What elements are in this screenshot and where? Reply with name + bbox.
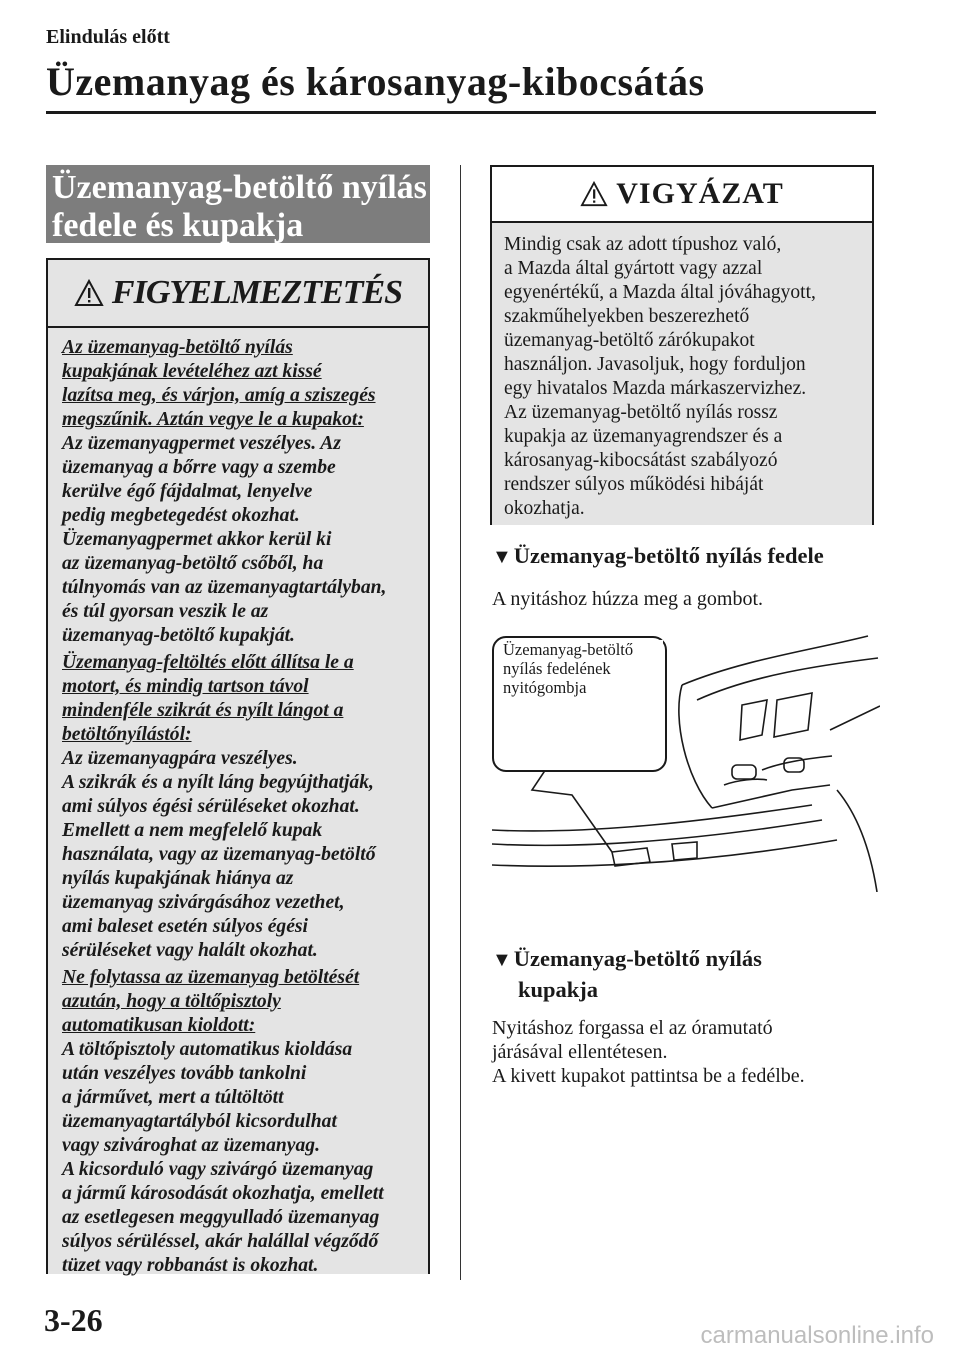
- warning-lead-line: kupakjának levételéhez azt kissé: [62, 361, 322, 382]
- caution-line: Az üzemanyag-betöltő nyílás rossz: [504, 402, 778, 423]
- warning-lead: [62, 966, 418, 1038]
- callout-label: Üzemanyag-betöltő nyílás fedelének nyitógombja: [503, 640, 663, 697]
- warning-lead-line: betöltőnyílástól:: [62, 724, 192, 745]
- warning-text-line: tüzet vagy robbanást is okozhat.: [62, 1255, 319, 1276]
- column-divider: [460, 165, 461, 1280]
- warning-lead-line: azután, hogy a töltőpisztoly: [62, 991, 281, 1012]
- warning-text-line: az esetlegesen meggyulladó üzemanyag: [62, 1207, 380, 1228]
- warning-lead-line: automatikusan kioldott:: [62, 1015, 256, 1036]
- section-header: [46, 165, 430, 243]
- warning-lead: [62, 651, 418, 747]
- warning-text-line: túlnyomás van az üzemanyagtartályban,: [62, 577, 387, 598]
- page-title: Üzemanyag és károsanyag-kibocsátás: [46, 59, 705, 104]
- caution-line: üzemanyag-betöltő zárókupakot: [504, 330, 755, 351]
- caution-line: használjon. Javasoljuk, hogy forduljon: [504, 354, 806, 375]
- caution-title: VIGYÁZAT: [616, 177, 784, 210]
- caution-header: [492, 167, 872, 223]
- warning-block-2: [62, 651, 418, 963]
- warning-text-line: üzemanyagtartályból kicsordulhat: [62, 1111, 337, 1132]
- paragraph-line: járásával ellentétesen.: [492, 1041, 668, 1063]
- page-number: 3-26: [44, 1302, 103, 1338]
- caution-line: a Mazda által gyártott vagy azzal: [504, 258, 763, 279]
- warning-text: [62, 1038, 418, 1278]
- warning-lead-line: megszűnik. Aztán vegye le a kupakot:: [62, 409, 364, 430]
- warning-text-line: után veszélyes tovább tankolni: [62, 1063, 307, 1084]
- warning-text-line: Üzemanyagpermet akkor kerül ki: [62, 529, 332, 550]
- warning-lead-line: Az üzemanyag-betöltő nyílás: [62, 337, 293, 358]
- warning-text-line: A szikrák és a nyílt láng begyújthatják,: [62, 772, 374, 793]
- warning-text-line: ami súlyos égési sérüléseket okozhat.: [62, 796, 360, 817]
- warning-text-line: Az üzemanyagpermet veszélyes. Az: [62, 433, 342, 454]
- warning-lead-line: Üzemanyag-feltöltés előtt állítsa le a: [62, 652, 354, 673]
- warning-text-line: ami baleset esetén súlyos égési: [62, 916, 308, 937]
- warning-lead-line: motort, és mindig tartson távol: [62, 676, 309, 697]
- warning-text-line: Emellett a nem megfelelő kupak: [62, 820, 323, 841]
- section-title-line1: Üzemanyag-betöltő nyílás: [52, 169, 427, 206]
- subsection-title: Üzemanyag-betöltő nyílás fedele: [513, 543, 824, 568]
- triangle-marker-icon: ▼: [492, 949, 512, 971]
- warning-text-line: használata, vagy az üzemanyag-betöltő: [62, 844, 376, 865]
- caution-box: [490, 165, 874, 525]
- warning-lead-line: lazítsa meg, és várjon, amíg a sziszegés: [62, 385, 376, 406]
- subsection-paragraph: [492, 587, 763, 611]
- warning-block-3: [62, 966, 418, 1278]
- subsection-title-line1: Üzemanyag-betöltő nyílás: [513, 946, 762, 971]
- paragraph-line: A nyitáshoz húzza meg a gombot.: [492, 588, 764, 610]
- warning-lead-line: mindenféle szikrát és nyílt lángot a: [62, 700, 344, 721]
- warning-text-line: a járművet, mert a túltöltött: [62, 1087, 284, 1108]
- section-title-line2: fedele és kupakja: [52, 207, 304, 244]
- warning-lead: [62, 336, 418, 432]
- warning-text-line: üzemanyag-betöltő kupakját.: [62, 625, 295, 646]
- warning-text-line: Az üzemanyagpára veszélyes.: [62, 748, 298, 769]
- warning-text-line: az üzemanyag-betöltő csőből, ha: [62, 553, 324, 574]
- caution-line: egyenértékű, a Mazda által jóváhagyott,: [504, 282, 816, 303]
- warning-text: [62, 432, 418, 648]
- warning-lead-line: Ne folytassa az üzemanyag betöltését: [62, 967, 360, 988]
- warning-block-1: [62, 336, 418, 648]
- caution-line: Mindig csak az adott típushoz való,: [504, 234, 782, 255]
- warning-text-line: pedig megbetegedést okozhat.: [62, 505, 300, 526]
- warning-text: [62, 747, 418, 963]
- warning-triangle-icon: [74, 279, 104, 307]
- subsection-heading-fuel-cap: [492, 944, 762, 1005]
- warning-text-line: üzemanyag a bőrre vagy a szembe: [62, 457, 336, 478]
- breadcrumb: Elindulás előtt: [46, 26, 170, 48]
- caution-line: kupakja az üzemanyagrendszer és a: [504, 426, 783, 447]
- warning-text-line: A töltőpisztoly automatikus kioldása: [62, 1039, 353, 1060]
- watermark: carmanualsonline.info: [700, 1322, 934, 1349]
- caution-triangle-icon: [580, 181, 608, 207]
- triangle-marker-icon: ▼: [492, 546, 512, 568]
- caution-body: [492, 223, 872, 525]
- warning-text-line: A kicsorduló vagy szivárgó üzemanyag: [62, 1159, 374, 1180]
- warning-text-line: nyílás kupakjának hiánya az: [62, 868, 294, 889]
- paragraph-line: A kivett kupakot pattintsa be a fedélbe.: [492, 1065, 805, 1087]
- title-rule: [46, 111, 876, 114]
- warning-text-line: súlyos sérüléssel, akár halállal végződő: [62, 1231, 379, 1252]
- warning-text-line: vagy szivároghat az üzemanyag.: [62, 1135, 320, 1156]
- caution-line: szakműhelyekben beszerezhető: [504, 306, 750, 327]
- subsection-title-line2: kupakja: [518, 977, 599, 1002]
- warning-text-line: sérüléseket vagy halált okozhat.: [62, 940, 318, 961]
- warning-title: FIGYELMEZTETÉS: [111, 274, 403, 311]
- warning-header: [48, 260, 428, 328]
- caution-line: károsanyag-kibocsátást szabályozó: [504, 450, 778, 471]
- warning-text-line: a jármű károsodását okozhatja, emellett: [62, 1183, 384, 1204]
- subsection-paragraph: [492, 1016, 805, 1088]
- paragraph-line: Nyitáshoz forgassa el az óramutató: [492, 1017, 773, 1039]
- caution-line: egy hivatalos Mazda márkaszervizhez.: [504, 378, 807, 399]
- warning-text-line: és túl gyorsan veszik le az: [62, 601, 269, 622]
- subsection-heading-fuel-lid: [492, 541, 824, 572]
- caution-line: rendszer súlyos működési hibáját: [504, 474, 764, 495]
- warning-text-line: kerülve égő fájdalmat, lenyelve: [62, 481, 313, 502]
- warning-text-line: üzemanyag szivárgásához vezethet,: [62, 892, 345, 913]
- warning-box: [46, 258, 430, 1274]
- warning-body: [48, 328, 428, 1274]
- caution-line: okozhatja.: [504, 498, 585, 519]
